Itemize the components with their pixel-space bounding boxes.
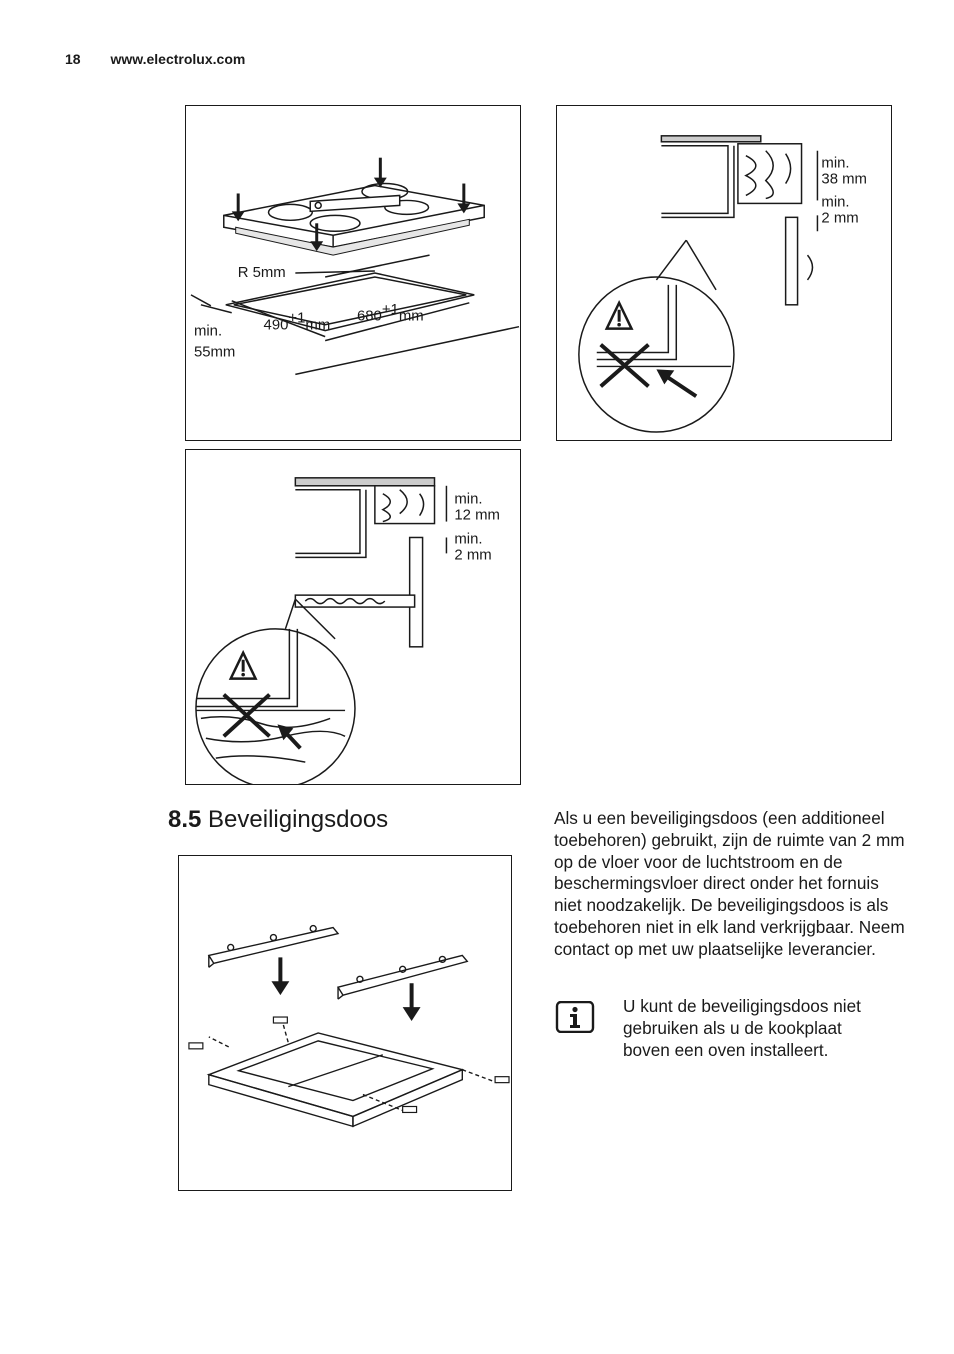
page-header [65,51,245,67]
section-title: Beveiligingsdoos [208,806,389,833]
gap-value-label: 2 mm [821,210,859,227]
protection-box-diagram [179,856,511,1190]
depth-label: 490+1mm [263,310,331,334]
top-value-label: 12 mm [454,507,500,524]
top-min-label: min. [454,491,483,508]
section-heading [168,806,388,834]
figure-worktop-38mm [556,105,892,441]
page-number: 18 [65,51,81,67]
worktop-12mm-diagram [186,450,520,784]
width-label: 680+1mm [356,301,424,325]
website-link[interactable]: www.electrolux.com [110,51,246,67]
body-paragraph: Als u een beveiligingsdoos (een additioneel toebehoren) gebruikt, zijn de ruimte van 2 mm op de vloer voor de luchtstroom en de beschermingsvloer direct onder het fornuis niet noodzakelijk. De beveiligingsdoos is als toebehoren niet in elk land verkrijgbaar. Neem contact op met uw plaatselijke leverancier. [554,808,905,959]
worktop-38mm-diagram [557,106,891,440]
radius-label: R 5mm [237,264,286,281]
figure-protection-box [178,855,512,1191]
gap-value-label: 2 mm [454,547,492,564]
min-label: min. [193,323,223,340]
figure-worktop-12mm [185,449,521,785]
section-number: 8.5 [168,806,202,833]
gap-min-label: min. [454,531,483,548]
info-note-text: U kunt de beveiligingsdoos niet gebruiken als u de kookplaat boven een oven installeert. [623,996,861,1060]
gap-min-label: min. [821,194,850,211]
cutout-diagram [186,106,520,440]
figure-cutout-dimensions [185,105,521,441]
min-value-label: 55mm [193,344,236,361]
info-icon [555,1001,595,1033]
top-min-label: min. [821,155,850,172]
top-value-label: 38 mm [821,171,867,188]
